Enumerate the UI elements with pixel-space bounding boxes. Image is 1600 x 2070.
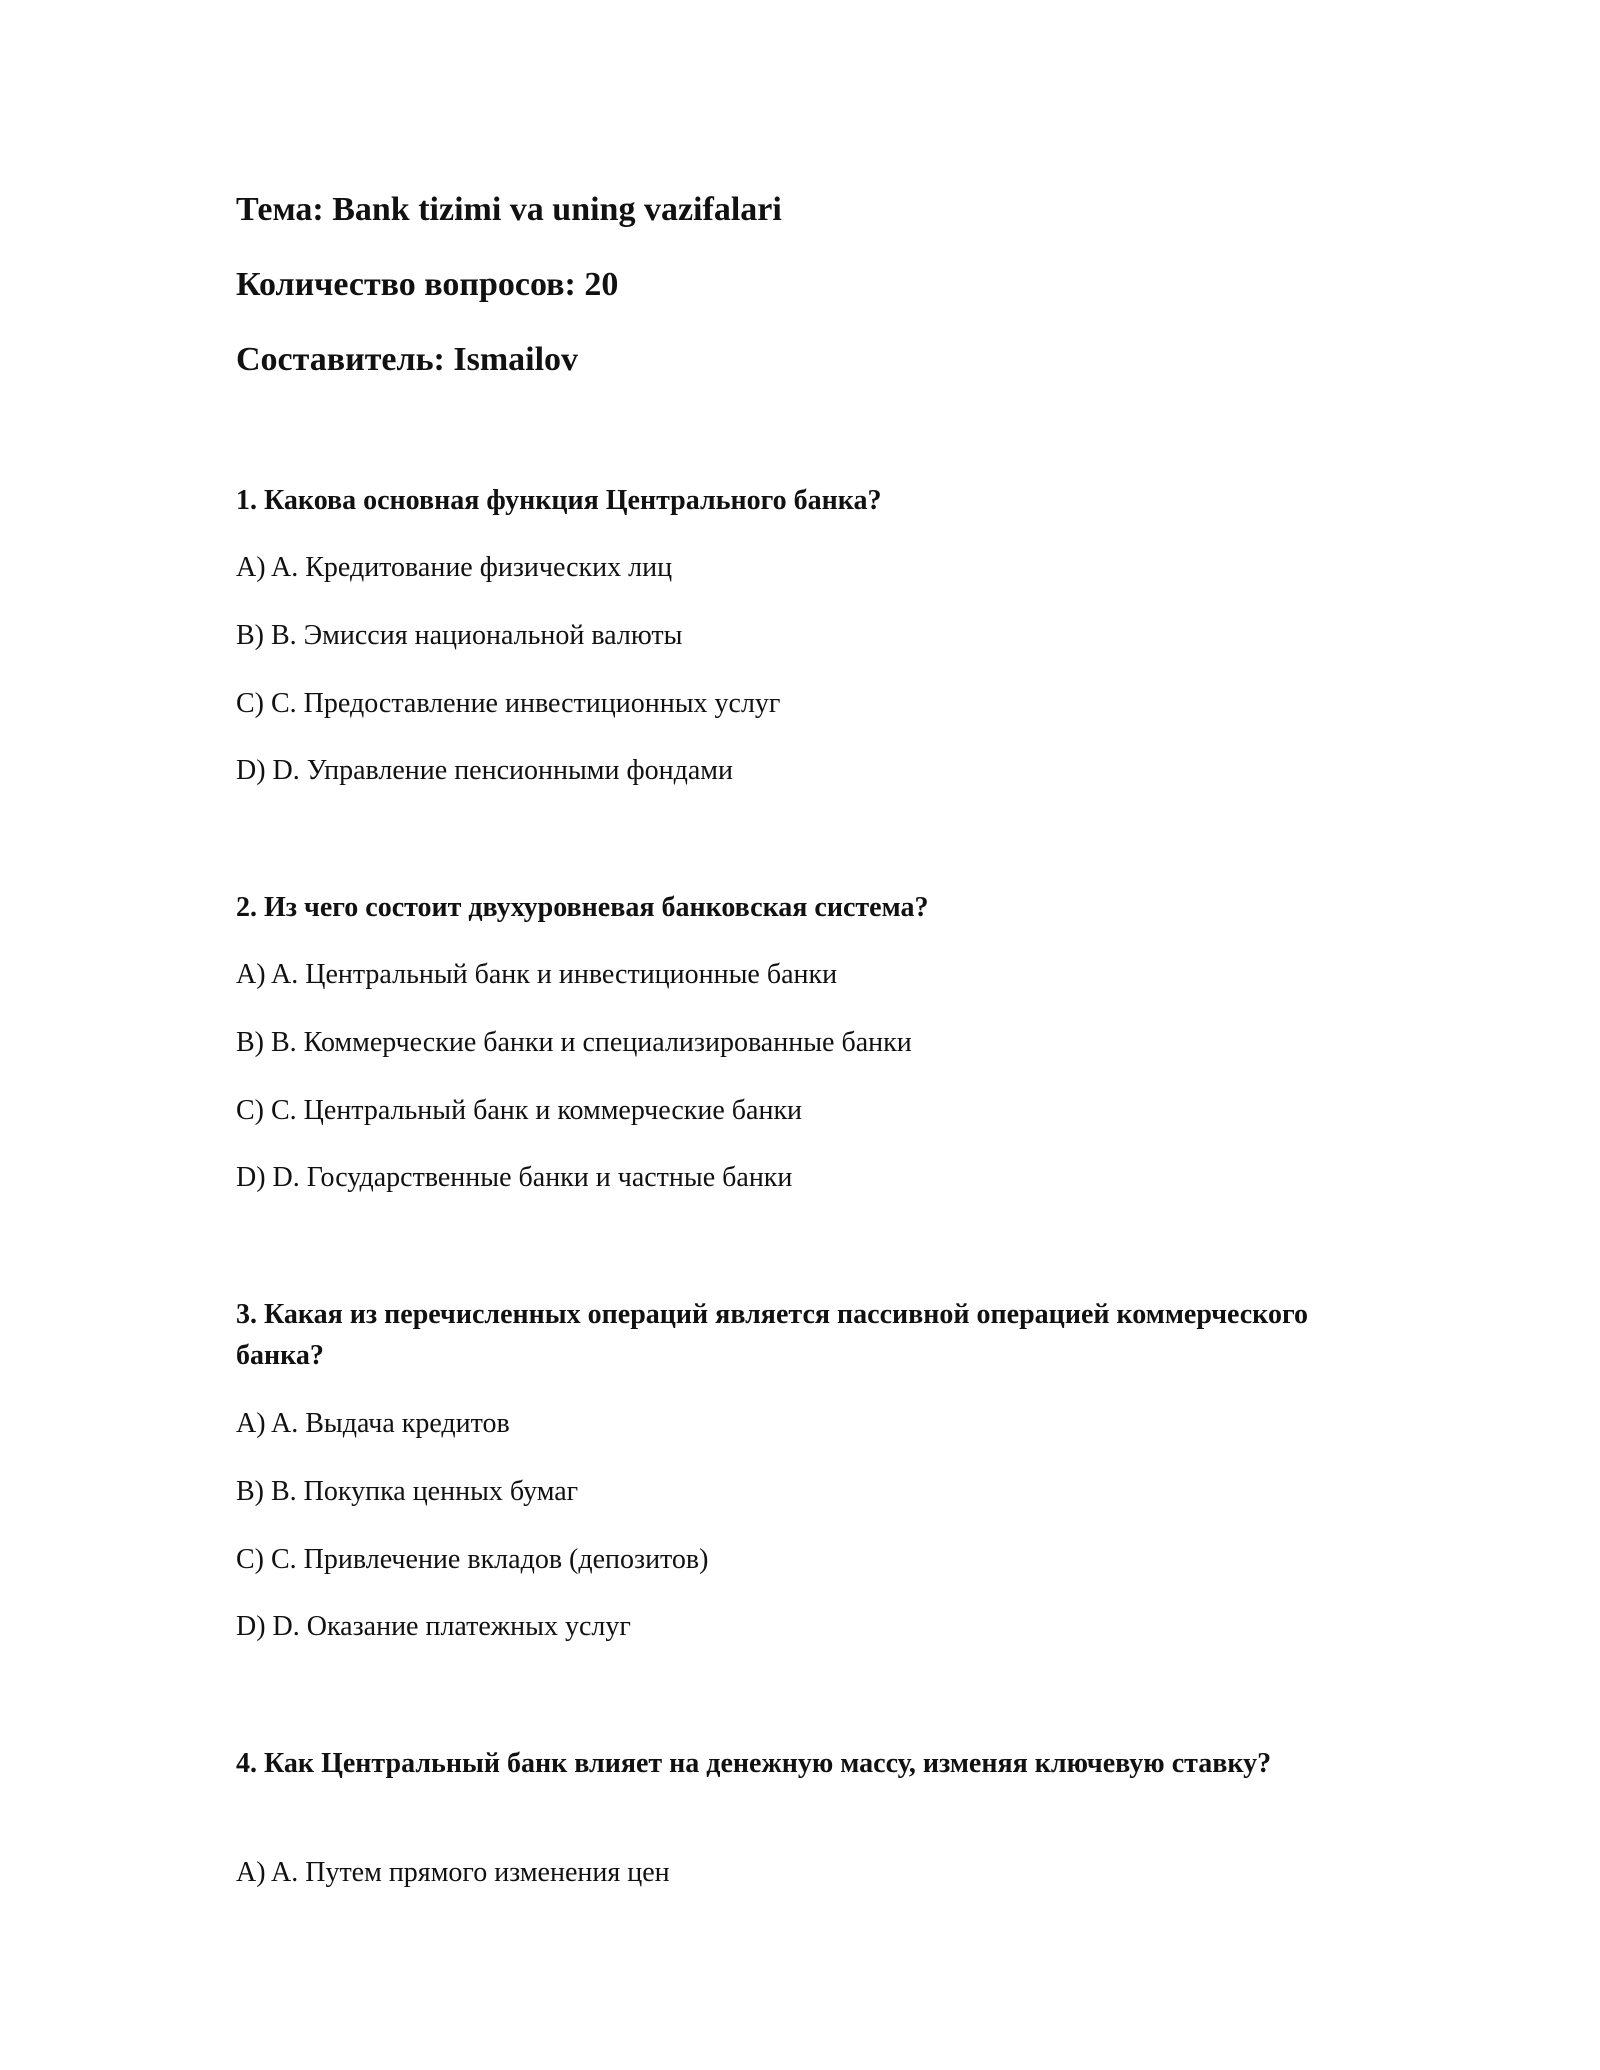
question-4-option-a: A) A. Путем прямого изменения цен (236, 1857, 670, 1888)
question-3-option-a: A) A. Выдача кредитов (236, 1408, 510, 1439)
question-2-title: 2. Из чего состоит двухуровневая банковская система? (236, 892, 929, 923)
author-heading: Составитель: Ismailov (236, 341, 579, 378)
question-1-title: 1. Какова основная функция Центрального банка? (236, 485, 882, 516)
topic-heading: Тема: Bank tizimi va uning vazifalari (236, 191, 782, 228)
question-3-option-b: B) B. Покупка ценных бумаг (236, 1476, 579, 1507)
question-3-title: 3. Какая из перечисленных операций является пассивной операцией коммерческого банка? (236, 1299, 1308, 1371)
question-3-option-d: D) D. Оказание платежных услуг (236, 1611, 631, 1642)
question-1-option-a: A) A. Кредитование физических лиц (236, 552, 673, 583)
question-2-option-b: B) B. Коммерческие банки и специализированные банки (236, 1027, 912, 1058)
question-2-option-c: C) C. Центральный банк и коммерческие банки (236, 1095, 803, 1126)
question-2-option-a: A) A. Центральный банк и инвестиционные банки (236, 959, 838, 990)
question-1-option-c: C) C. Предоставление инвестиционных услуг (236, 688, 781, 719)
question-count-heading: Количество вопросов: 20 (236, 266, 619, 303)
question-1-option-d: D) D. Управление пенсионными фондами (236, 755, 733, 786)
question-3-option-c: C) C. Привлечение вкладов (депозитов) (236, 1544, 709, 1575)
question-4-title: 4. Как Центральный банк влияет на денежную массу, изменяя ключевую ставку? (236, 1748, 1272, 1779)
question-1-option-b: B) B. Эмиссия национальной валюты (236, 620, 683, 651)
question-2-option-d: D) D. Государственные банки и частные банки (236, 1162, 793, 1193)
